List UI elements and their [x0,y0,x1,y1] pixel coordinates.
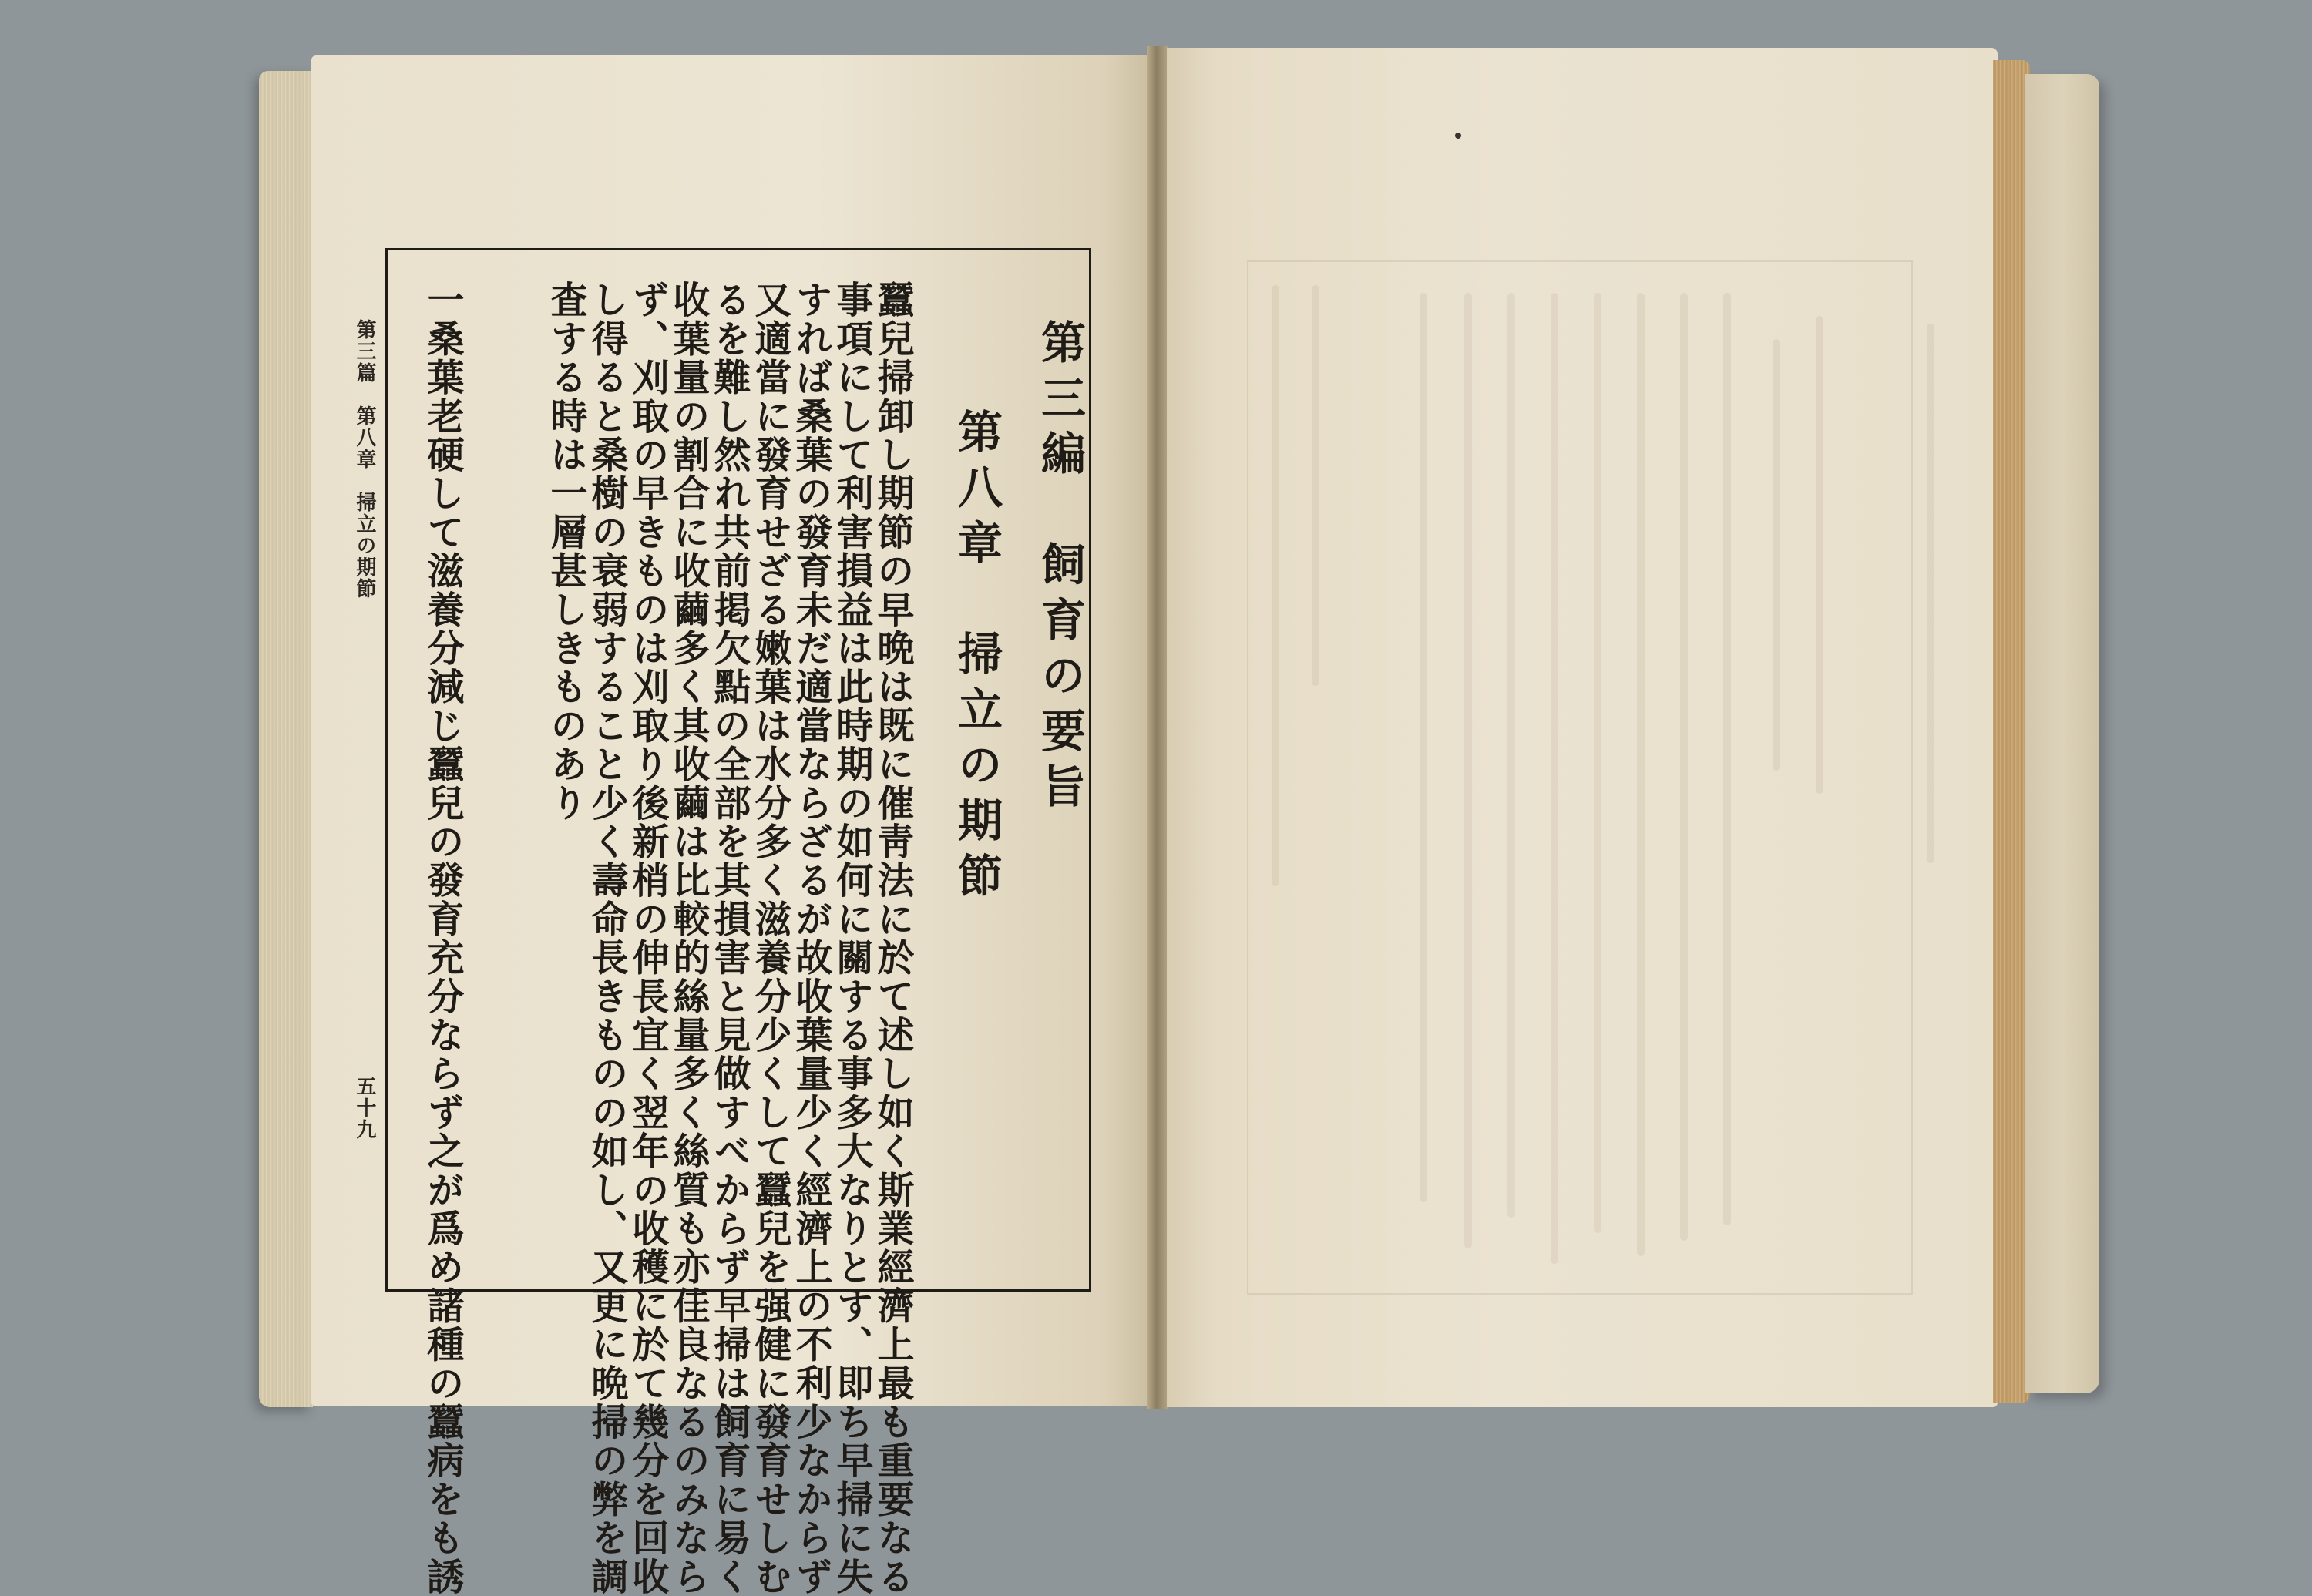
show-through-line [1723,293,1731,1225]
body-line-4: 又適當に發育せざる嫩葉は水分多く滋養分少くして蠶兒を强健に發育せしむ [748,281,791,1596]
show-through-line [1773,339,1780,771]
body-line-1: 蠶兒掃卸し期節の早晩は既に催靑法に於て述し如く斯業經濟上最も重要なる [871,281,914,1596]
back-cover [2025,74,2099,1393]
body-line-10: 一桑葉老硬して滋養分減じ蠶兒の發育充分ならず之が爲め諸種の蠶病をも誘 [421,281,464,1596]
body-line-6: 收葉量の割合に收繭多く其收繭は比較的絲量多く絲質も亦佳良なるのみなら [667,281,710,1596]
show-through-line [1927,324,1934,863]
body-line-9: 査する時は一層甚しきものあり [544,281,587,822]
show-through-line [1272,285,1279,886]
show-through-line [1637,293,1645,1256]
show-through-line [1551,293,1558,1264]
show-through-line [1464,293,1472,1248]
paper-speck [1455,133,1461,139]
show-through-line [1420,293,1427,1202]
show-through-line [1816,316,1823,794]
body-line-7: ず、刈取の早きものは刈取り後新梢の伸長宜く翌年の收穫に於て幾分を回收 [626,281,669,1596]
body-line-8: し得ると桑樹の衰弱すること少く壽命長きものの如し、又更に晩掃の弊を調 [585,281,628,1596]
show-through-line [1507,293,1515,1218]
left-page-edges [259,71,313,1407]
running-head: 第三篇 第八章 掃立の期節 [353,319,376,600]
chapter-title: 第八章 掃立の期節 [950,408,1003,908]
right-page-edges [1993,60,2030,1403]
show-through-line [1680,293,1688,1241]
show-through-line [1594,293,1601,1233]
body-line-2: 事項にして利害損益は此時期の如何に關する事多大なりとす、即ち早掃に失 [830,281,873,1596]
book-gutter [1147,46,1168,1409]
body-line-5: るを難し然れ共前掲欠點の全部を其損害と見做すべからず早掃は飼育に易く [707,281,751,1596]
part-title: 第三編 飼育の要旨 [1033,319,1086,818]
show-through-frame [1247,260,1913,1295]
show-through-line [1312,285,1319,686]
body-line-3: すれば桑葉の發育未だ適當ならざるが故收葉量少く經濟上の不利少なからず [789,281,832,1596]
page-number: 五十九 [353,1076,376,1141]
